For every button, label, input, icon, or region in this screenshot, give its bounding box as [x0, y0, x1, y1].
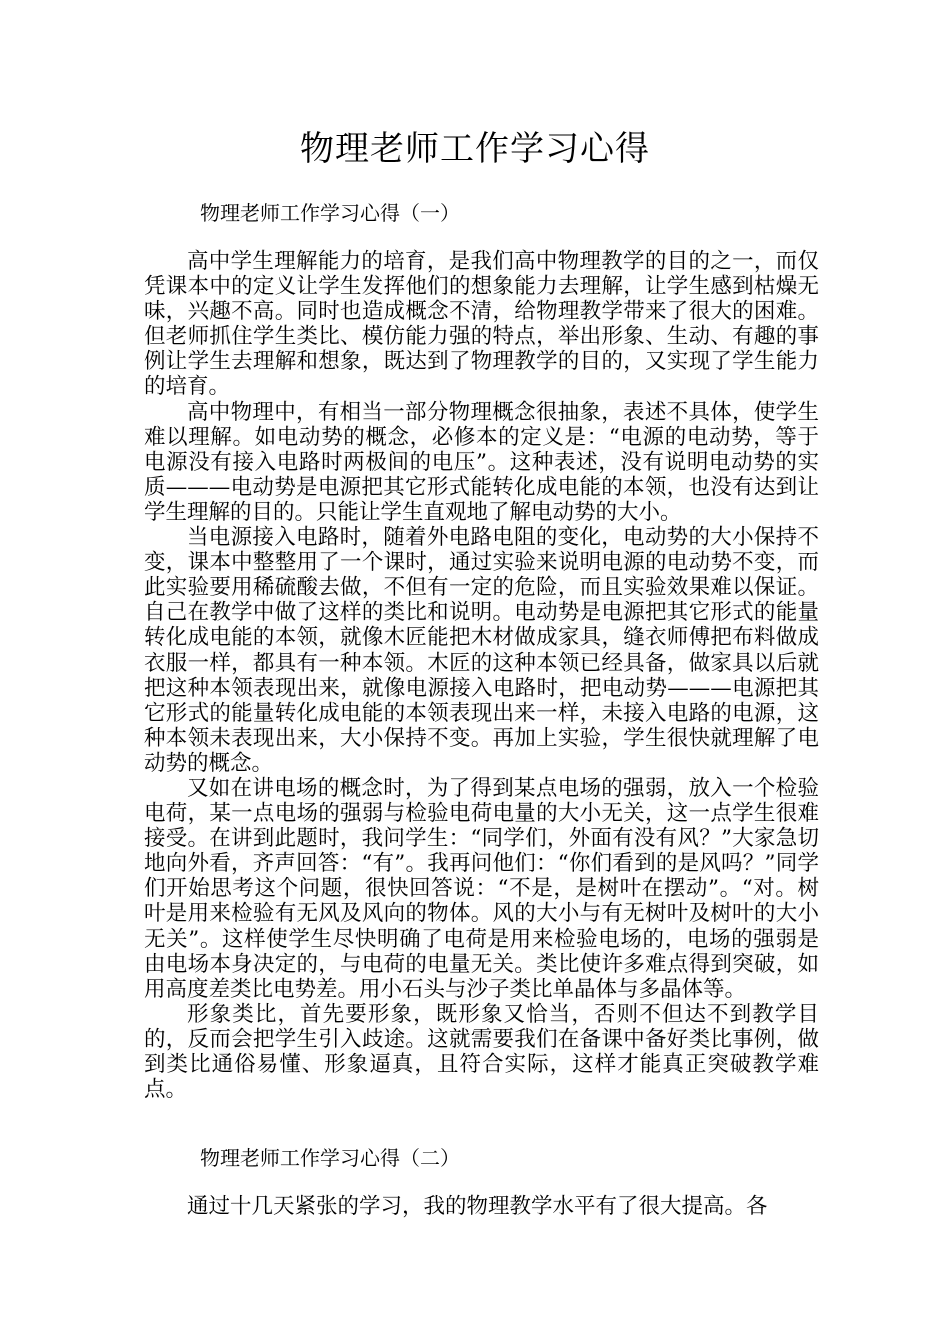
paragraph: 通过十几天紧张的学习，我的物理教学水平有了很大提高。各 [187, 1194, 768, 1219]
section-heading-1: 物理老师工作学习心得（一） [200, 201, 460, 225]
paragraph: 形象类比，首先要形象，既形象又恰当，否则不但达不到教学目的，反而会把学生引入歧途。这就需要我们在备课中备好类比事例，做到类比通俗易懂、形象逼真，且符合实际，这样才能真正突破教学难点。 [144, 1001, 819, 1103]
paragraph: 高中学生理解能力的培育，是我们高中物理教学的目的之一，而仅凭课本中的定义让学生发挥他们的想象能力去理解，让学生感到枯燥无味，兴趣不高。同时也造成概念不清，给物理教学带来了很大的困难。但老师抓住学生类比、模仿能力强的特点，举出形象、生动、有趣的事例让学生去理解和想象，既达到了物理教学的目的，又实现了学生能力的培育。 [144, 249, 819, 400]
section-body-1 [144, 249, 819, 1102]
paragraph: 又如在讲电场的概念时，为了得到某点电场的强弱，放入一个检验电荷，某一点电场的强弱与检验电荷电量的大小无关，这一点学生很难接受。在讲到此题时，我问学生：“同学们，外面有没有风？”大家急切地向外看，齐声回答：“有”。我再问他们：“你们看到的是风吗？”同学们开始思考这个问题，很快回答说：“不是，是树叶在摆动”。“对。树叶是用来检验有无风及风向的物体。风的大小与有无树叶及树叶的大小无关”。这样使学生尽快明确了电荷是用来检验电场的，电场的强弱是由电场本身决定的，与电荷的电量无关。类比使许多难点得到突破，如用高度差类比电势差。用小石头与沙子类比单晶体与多晶体等。 [144, 775, 819, 1002]
section-body-2 [144, 1194, 819, 1219]
section-heading-2: 物理老师工作学习心得（二） [200, 1146, 460, 1170]
paragraph: 当电源接入电路时，随着外电路电阻的变化，电动势的大小保持不变，课本中整整用了一个课时，通过实验来说明电源的电动势不变，而此实验要用稀硫酸去做，不但有一定的危险，而且实验效果难以保证。自己在教学中做了这样的类比和说明。电动势是电源把其它形式的能量转化成电能的本领，就像木匠能把木材做成家具，缝衣师傅把布料做成衣服一样，都具有一种本领。木匠的这种本领已经具备，做家具以后就把这种本领表现出来，就像电源接入电路时，把电动势———电源把其它形式的能量转化成电能的本领表现出来一样，未接入电路的电源，这种本领未表现出来，大小保持不变。再加上实验，学生很快就理解了电动势的概念。 [144, 525, 819, 776]
document-title: 物理老师工作学习心得 [300, 129, 650, 169]
paragraph: 高中物理中，有相当一部分物理概念很抽象，表述不具体，使学生难以理解。如电动势的概念，必修本的定义是：“电源的电动势，等于电源没有接入电路时两极间的电压”。这种表述，没有说明电动势的实质———电动势是电源把其它形式能转化成电能的本领，也没有达到让学生理解的目的。只能让学生直观地了解电动势的大小。 [144, 399, 819, 525]
